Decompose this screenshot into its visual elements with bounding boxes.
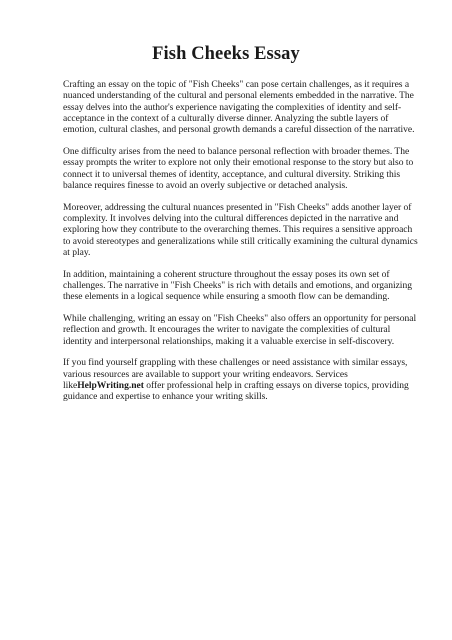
paragraph-growth: While challenging, writing an essay on "Fish Cheeks" also offers an opportunity for personal reflection and growth. It encourages the writer to navigate the complexities of cultural identity and interpersonal relationships, making it a valuable exercise in self-discovery. xyxy=(63,313,417,347)
paragraph-intro: Crafting an essay on the topic of "Fish Cheeks" can pose certain challenges, as it requires a nuanced understanding of the cultural and personal elements embedded in the narrative. The essay delves into the author's experience navigating the complexities of identity and self-acceptance in the context of a culturally diverse dinner. Analyzing the subtle layers of emotion, cultural clashes, and personal growth demands a careful dissection of the narrative. xyxy=(63,79,415,136)
page-title: Fish Cheeks Essay xyxy=(152,44,300,64)
resources-text-before: If you find yourself grappling with these challenges or need assistance with similar essays, various resources are available to support your writing endeavors. Services like xyxy=(63,357,408,392)
paragraph-resources xyxy=(63,357,421,402)
paragraph-balance: One difficulty arises from the need to balance personal reflection with broader themes. The essay prompts the writer to explore not only their emotional response to the story but also to connect it to universal themes of identity, acceptance, and cultural diversity. Striking this balance requires finesse to avoid an overly subjective or detached analysis. xyxy=(63,145,414,191)
paragraph-structure: In addition, maintaining a coherent structure throughout the essay poses its own set of challenges. The narrative in "Fish Cheeks" is rich with details and emotions, and organizing these elements in a logical sequence while ensuring a smooth flow can be demanding. xyxy=(63,268,412,303)
resources-text-after: offer professional help in crafting essays on diverse topics, providing guidance and expertise to enhance your writing skills. xyxy=(63,380,409,403)
paragraph-cultural-nuances: Moreover, addressing the cultural nuances presented in "Fish Cheeks" adds another layer of complexity. It involves delving into the cultural differences depicted in the narrative and exploring how they contribute to the overarching themes. This requires a sensitive approach to avoid stereotypes and generalizations while still critically examining the cultural dynamics at play. xyxy=(63,201,418,258)
brand-name: HelpWriting.net xyxy=(77,380,144,392)
